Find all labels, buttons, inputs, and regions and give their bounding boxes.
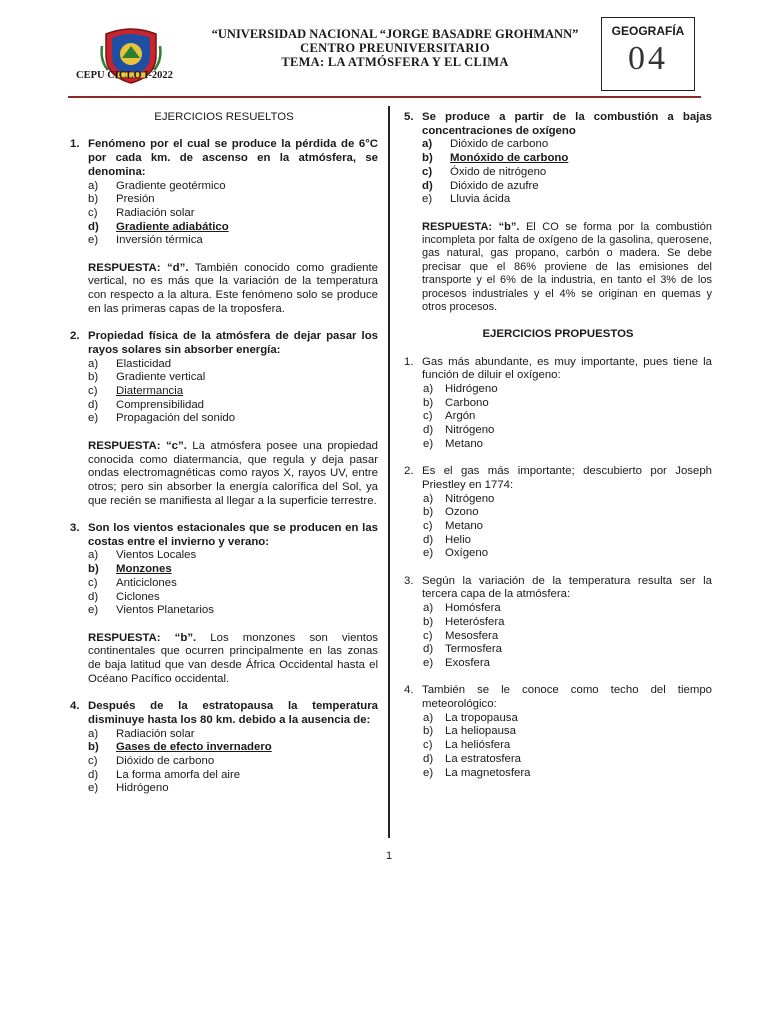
option: e) Oxígeno [423, 547, 489, 560]
exercise-4: 4. También se le conoce como techo del tiempo meteorológico: [404, 684, 712, 711]
option: c) Mesosfera [423, 629, 499, 642]
option: d) Helio [423, 533, 471, 546]
option: e) La magnetosfera [423, 766, 531, 779]
option: e) Exosfera [423, 656, 490, 669]
subject-box [601, 17, 695, 91]
option: a) Nitrógeno [423, 492, 495, 505]
left-column [70, 111, 378, 796]
answer-3: RESPUESTA: “b”. Los monzones son vientos continentales que ocurren principalmente en las zonas de baja latitud que van desde África Occidental hasta el Océano Pacífico occidental. [88, 631, 378, 685]
option: c) Anticiclones [88, 576, 177, 589]
course-cycle: CEPU CICLO I-2022 [76, 70, 173, 81]
option: c) Óxido de nitrógeno [422, 165, 547, 178]
right-column [404, 111, 712, 780]
option: d) La forma amorfa del aire [88, 768, 241, 781]
option: a) Vientos Locales [88, 549, 197, 562]
header-divider [68, 96, 701, 98]
option: e) Inversión térmica [88, 234, 203, 247]
option: c) Metano [423, 519, 483, 532]
section-title-proposed: EJERCICIOS PROPUESTOS [482, 328, 634, 341]
question-4: 4. Después de la estratopausa la temperatura disminuye hasta los 80 km. debido a la ausencia de: [70, 700, 378, 726]
answer-1: RESPUESTA: “d”. También conocido como gradiente vertical, no es más que la variación de la temperatura con respecto a la altura. Este fenómeno solo se produce en las primeras capas de la troposfera. [88, 261, 378, 315]
option: d) Dióxido de azufre [422, 179, 539, 192]
page-number: 1 [386, 850, 393, 862]
university-name: “UNIVERSIDAD NACIONAL “JORGE BASADRE GROHMANN” [211, 27, 579, 41]
document-header [190, 27, 600, 69]
option: d) La estratosfera [423, 752, 521, 765]
option: a) Elasticidad [88, 357, 172, 370]
option: c) Radiación solar [88, 206, 195, 219]
exercise-2: 2. Es el gas más importante; descubierto por Joseph Priestley en 1774: [404, 465, 712, 491]
section-title-solved: EJERCICIOS RESUELTOS [154, 111, 294, 123]
option: e) Lluvia ácida [422, 193, 511, 206]
subject-label: GEOGRAFÍA [611, 24, 685, 38]
option: e) Vientos Planetarios [88, 604, 214, 617]
topic-title: TEMA: LA ATMÓSFERA Y EL CLIMA [281, 55, 509, 69]
question-5: 5. Se produce a partir de la combustión a bajas concentraciones de oxígeno [404, 111, 712, 137]
center-name: CENTRO PREUNIVERSITARIO [300, 41, 490, 55]
option: c) Argón [423, 410, 476, 423]
option-correct: b) Gases de efecto invernadero [88, 741, 272, 754]
unit-number: 04 [628, 40, 668, 77]
exercise-1: 1. Gas más abundante, es muy importante, pues tiene la función de diluir el oxígeno: [404, 355, 712, 382]
column-divider [388, 106, 390, 838]
option: d) Termosfera [423, 643, 502, 656]
answer-5: RESPUESTA: “b”. El CO se forma por la combustión incompleta por falta de oxígeno de la gasolina, querosene, gas natural, gas propano, carbón o madera. Se debe precisar que el 86% proviene de las emisiones del transporte y el 6% de la industria, en tanto el 3% de los procesos industriales y el 4% se originan en quemas y otros procesos. [422, 220, 713, 314]
option: b) Carbono [423, 396, 489, 409]
exercise-3: 3. Según la variación de la temperatura resulta ser la tercera capa de la atmósfera: [404, 574, 712, 601]
option-correct: b) Monóxido de carbono [422, 152, 569, 165]
option: a) Hidrógeno [423, 382, 498, 395]
answer-2: RESPUESTA: “c”. La atmósfera posee una propiedad conocida como diatermancia, que regula y deja pasar ondas electromagnéticas como rayos X, rayos UV, entre otros; pero sin absorber la energía calorífica del Sol, ya que recién se manifiesta al llegar a la superficie terrestre. [88, 439, 379, 507]
option: b) Gradiente vertical [88, 371, 206, 384]
option: a) Dióxido de carbono [422, 138, 549, 151]
option: b) La heliopausa [423, 725, 516, 738]
option: d) Comprensibilidad [88, 398, 205, 411]
option: e) Propagación del sonido [88, 412, 236, 425]
option: b) Presión [88, 193, 155, 206]
option: e) Metano [423, 437, 483, 450]
question-2: 2. Propiedad física de la atmósfera de dejar pasar los rayos solares sin absorber energía: [70, 330, 378, 356]
question-1: 1. Fenómeno por el cual se produce la pérdida de 6°C por cada km. de ascenso en la atmósfera, se denomina: [70, 138, 378, 178]
option-correct: b) Monzones [88, 563, 172, 576]
option: a) La tropopausa [423, 711, 518, 724]
option: d) Nitrógeno [423, 424, 495, 437]
option: a) Radiación solar [88, 727, 195, 740]
option: c) La heliósfera [423, 739, 511, 752]
option: e) Hidrógeno [88, 782, 169, 795]
option: a) Gradiente geotérmico [88, 179, 226, 192]
option-correct: c) Diatermancia [88, 385, 184, 398]
option: b) Ozono [423, 506, 479, 519]
option: c) Dióxido de carbono [88, 754, 215, 767]
option: a) Homósfera [423, 602, 501, 615]
option-correct: d) Gradiente adiabático [88, 220, 229, 233]
option: d) Ciclones [88, 590, 160, 603]
option: b) Heterósfera [423, 615, 505, 628]
question-3: 3. Son los vientos estacionales que se producen en las costas entre el invierno y verano: [70, 522, 378, 548]
